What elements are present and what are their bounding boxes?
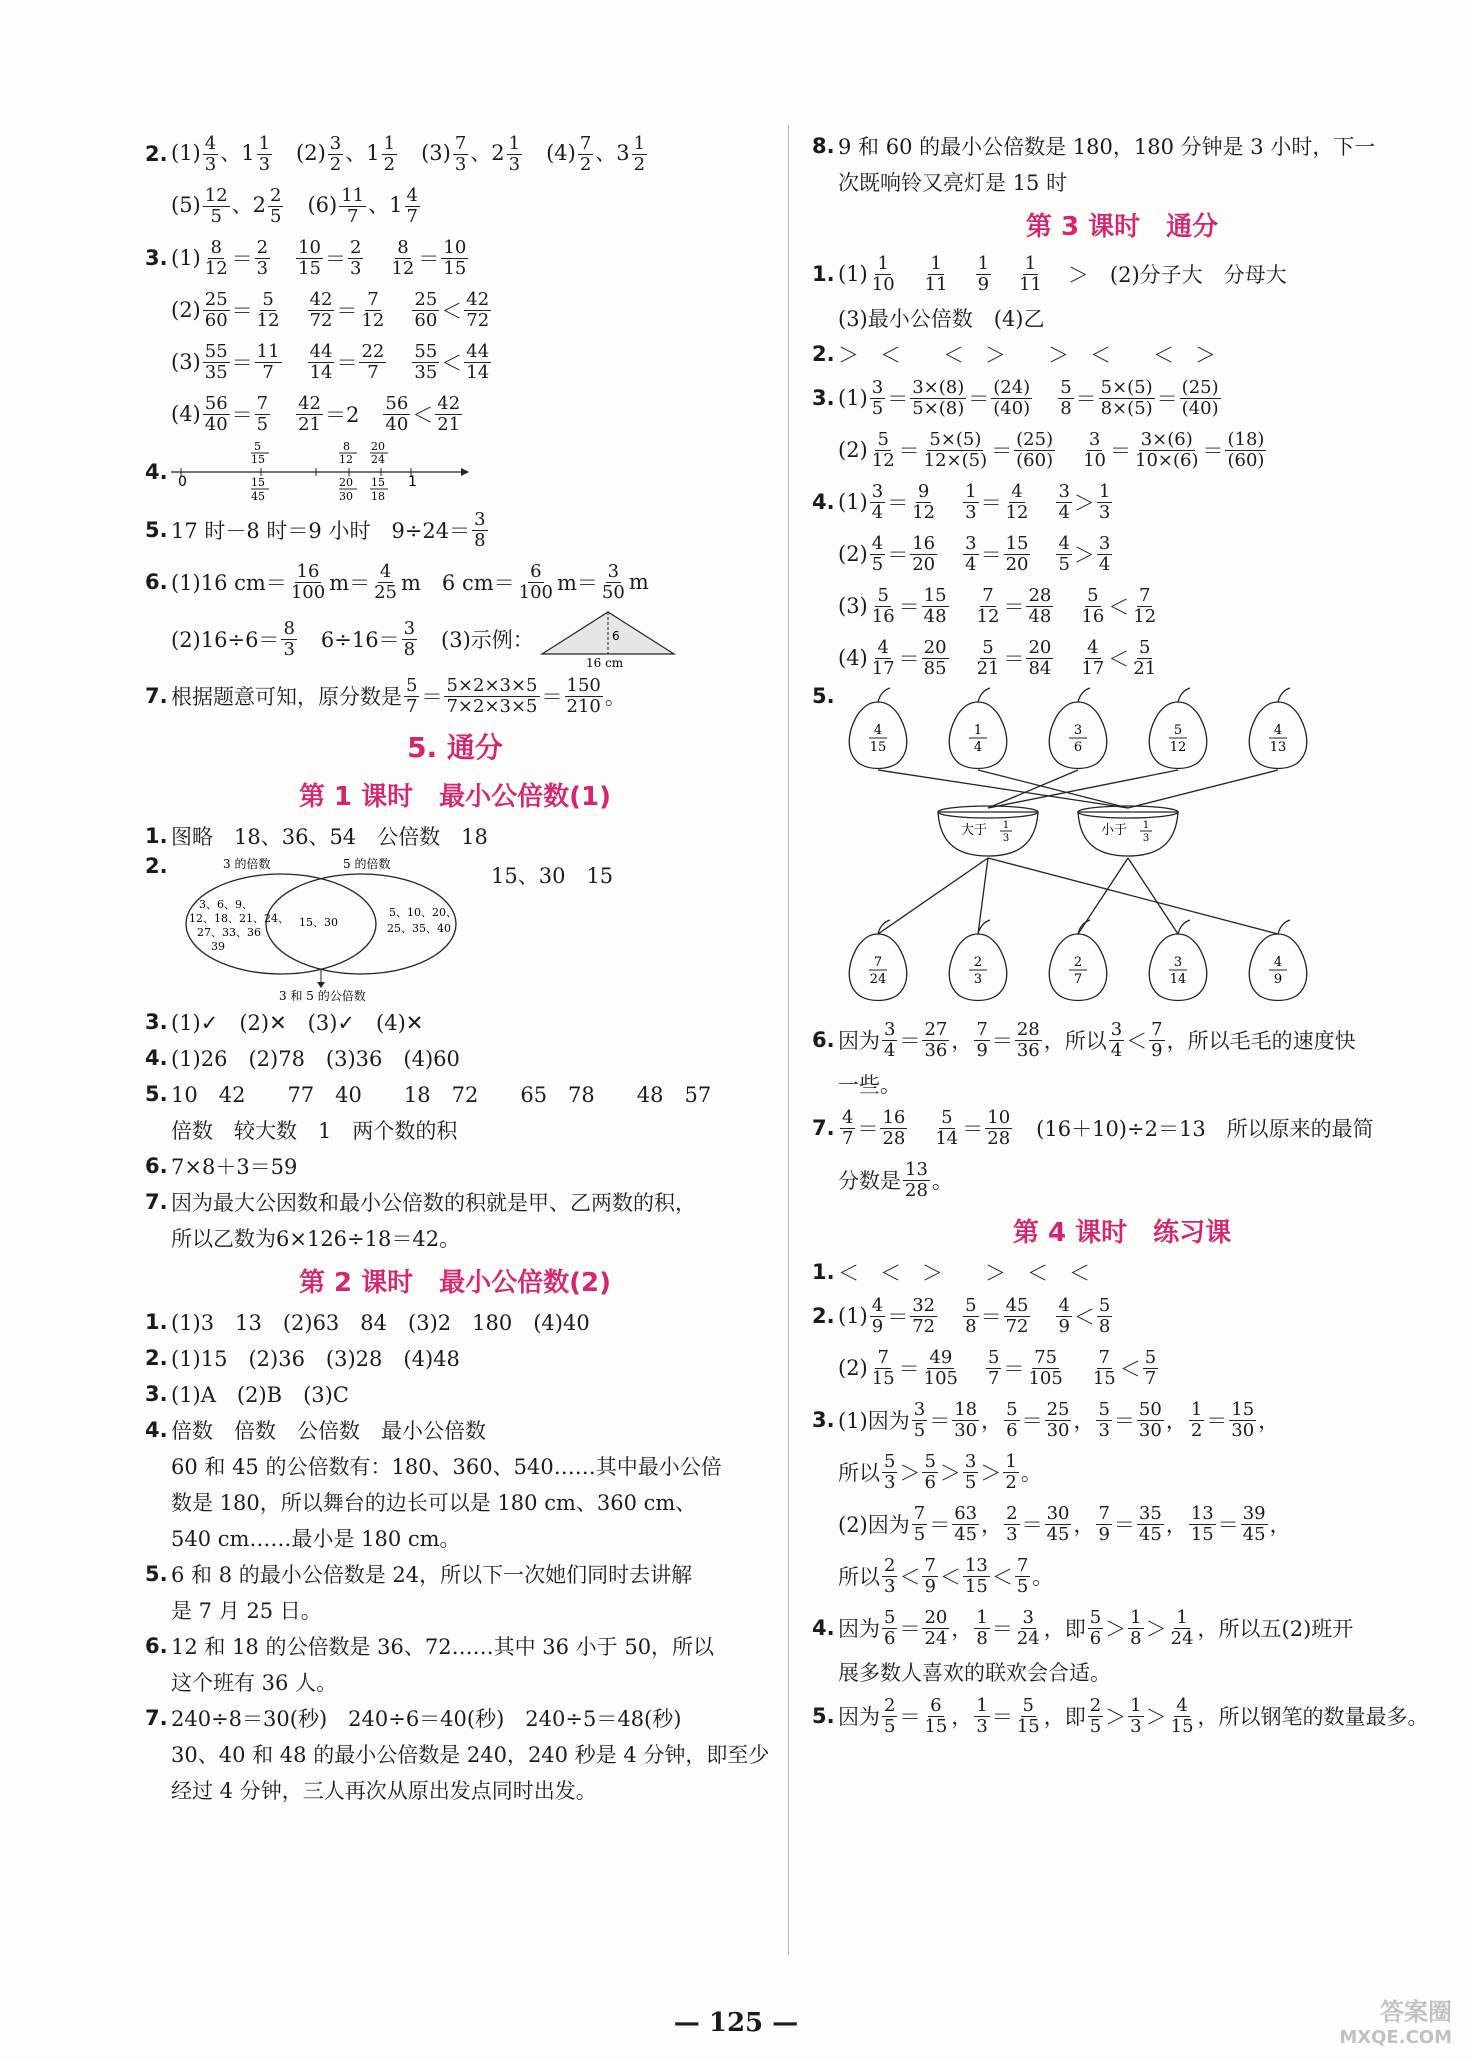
pear-bottom-label-den-5: 9 (1273, 972, 1283, 987)
pear-top-label-den-2: 4 (973, 740, 983, 755)
q4-line (145, 440, 765, 504)
q6-2b-text: 6÷16＝ (320, 628, 400, 652)
svg-text:24: 24 (371, 453, 385, 466)
pear-bottom-label-den-4: 14 (1169, 972, 1187, 987)
l3-q6: 6. 因为 $\frac{3}{4}$ ＝ $\frac{27}{36}$ ， $\frac{7}{9}$ ＝ $\frac{28}{36}$ ，所以 $\frac{3}{4}$ ＜ $\frac{7}{9}$ ，所以毛毛的速度快 (812, 1018, 1356, 1061)
svg-text:12: 12 (339, 453, 353, 466)
lesson4-title: 第 4 课时 练习课 (1012, 1217, 1232, 1248)
svg-text:1: 1 (1002, 820, 1010, 831)
q8a: 8. 9 和 60 的最小公倍数是 180，180 分钟是 3 小时，下一 (812, 134, 1376, 159)
lesson3-title: 第 3 课时 通分 (1025, 211, 1219, 242)
q6-text-2: m＝ (329, 571, 371, 595)
triangle-figure (534, 608, 684, 670)
pear-top-label-num-3: 3 (1073, 723, 1083, 738)
l1-q2-answer: 15、30 15 (491, 864, 614, 888)
watermark-site: MXQE.COM (1339, 2027, 1452, 2048)
l3-q7: 7. $\frac{4}{7}$ ＝ $\frac{16}{28}$ $\frac{5}{14}$ ＝ $\frac{10}{28}$ (16＋10)÷2＝13 所以原来的最简 (812, 1106, 1374, 1149)
q7-line: 7. 根据题意可知，原分数是 $\frac{5}{7}$ ＝ $\frac{5\times 2\times 3\times 5}{7\times 2\times 3\times 5}$ ＝ $\frac{150}{210}$ 。 (145, 674, 626, 717)
l4-q4: 4. 因为 $\frac{5}{6}$ ＝ $\frac{20}{24}$ ， $\frac{1}{8}$ ＝ $\frac{3}{24}$ ，即 $\frac{5}{6}$ ＞ $\frac{1}{8}$ ＞ $\frac{1}{24}$ ，所以五(2)班开 (812, 1606, 1354, 1649)
l2-q4c: 数是 180，所以舞台的边长可以是 180 cm、360 cm、 (171, 1491, 697, 1515)
venn-left-1: 3、6、9、 (199, 898, 253, 911)
pear-bottom-label-num-5: 4 (1273, 955, 1283, 970)
q2-part5: (5) $\frac{12}{5}$ 、2 $\frac{2}{5}$ (171, 184, 282, 227)
q5-label: 5. (145, 518, 168, 542)
right-column (812, 128, 1432, 1742)
venn-right-1: 5、10、20、 (389, 906, 457, 919)
l1-q6: 6. 7×8＋3＝59 (145, 1154, 298, 1179)
l4-q5: 5. 因为 $\frac{2}{5}$ ＝ $\frac{6}{15}$ ， $\frac{1}{3}$ ＝ $\frac{5}{15}$ ，即 $\frac{2}{5}$ ＞ $\frac{1}{3}$ ＞ $\frac{4}{15}$ ，所以钢笔的数量最多。 (812, 1694, 1429, 1737)
l3-q4-line4: (4) $\frac{4}{17}$ ＝ $\frac{20}{85}$ $\frac{5}{21}$ ＝ $\frac{20}{84}$ $\frac{4}{17}$ ＜ $\frac{5}{21}$ (838, 636, 1157, 679)
l1-q5a: 5. 10 42 77 40 18 72 65 78 48 57 (145, 1082, 712, 1107)
pear-bottom-label-den-1: 24 (869, 972, 887, 987)
q5-line: 5. 17 时－8 时＝9 小时 9÷24＝ $\frac{3}{8}$ (145, 508, 486, 551)
l1-q4: 4. (1)26 (2)78 (3)36 (4)60 (145, 1046, 460, 1071)
venn-left-title: 3 的倍数 (223, 857, 271, 871)
pear-top-label-den-4: 12 (1169, 740, 1187, 755)
pear-bottom-label-num-4: 3 (1173, 955, 1183, 970)
venn-left-4: 39 (211, 940, 225, 953)
svg-text:15: 15 (251, 476, 265, 489)
pear-top-label-num-1: 4 (873, 723, 883, 738)
numberline-one: 1 (408, 474, 417, 490)
watermark-label: 答案圈 (1380, 1998, 1452, 2026)
q3-line2: (2) $\frac{25}{60}$ ＝ $\frac{5}{12}$ $\frac{42}{72}$ ＝ $\frac{7}{12}$ $\frac{25}{60}$ ＜ $\frac{42}{72}$ (171, 288, 490, 331)
l2-q5b: 是 7 月 25 日。 (171, 1599, 322, 1623)
svg-text:3: 3 (1002, 833, 1010, 844)
q7-text: 根据题意可知，原分数是 (171, 685, 402, 709)
svg-text:30: 30 (339, 490, 353, 503)
lesson2-title: 第 2 课时 最小公倍数(2) (298, 1267, 612, 1298)
l1-q5b: 倍数 较大数 1 两个数的积 (171, 1119, 458, 1143)
q2-label: 2. (145, 142, 168, 166)
q3-line3: (3) $\frac{55}{35}$ ＝ $\frac{11}{7}$ $\frac{44}{14}$ ＝ $\frac{22}{7}$ $\frac{55}{35}$ ＜ $\frac{44}{14}$ (171, 340, 490, 383)
venn-right-title: 5 的倍数 (343, 857, 391, 871)
l3-q5: 5. 4 15 1 4 3 6 5 12 4 13 7 24 2 3 2 7 3 14 4 9 大于 1 3 小于 1 3 (812, 684, 1432, 1014)
l1-q3: 3. (1)✓ (2)✕ (3)✓ (4)✕ (145, 1010, 424, 1035)
numberline-zero: 0 (178, 474, 187, 490)
l2-q4a: 4. 倍数 倍数 公倍数 最小公倍数 (145, 1418, 486, 1443)
svg-text:1: 1 (1142, 820, 1150, 831)
l2-q6b: 这个班有 36 人。 (171, 1671, 338, 1695)
pear-bowl-figure (838, 684, 1398, 1014)
svg-text:15: 15 (371, 476, 385, 489)
pear-bottom-label-num-2: 2 (973, 955, 983, 970)
l4-q3-line1: 3. (1)因为 $\frac{3}{5}$ ＝ $\frac{18}{30}$ ， $\frac{5}{6}$ ＝ $\frac{25}{30}$ ， $\frac{5}{3}$ ＝ $\frac{50}{30}$ ， $\frac{1}{2}$ ＝ $\frac{15}{30}$ ， (812, 1398, 1280, 1441)
pear-top-label-num-2: 1 (973, 723, 983, 738)
bowl-right-label: 小于 (1100, 823, 1128, 838)
q7-label: 7. (145, 684, 168, 708)
l3-q7b: 分数是 $\frac{13}{28}$ 。 (838, 1158, 953, 1201)
l3-q4-line1: 4. (1) $\frac{3}{4}$ ＝ $\frac{9}{12}$ $\frac{1}{3}$ ＝ $\frac{4}{12}$ $\frac{3}{4}$ ＞ $\frac{1}{3}$ (812, 480, 1111, 523)
l3-q1b: (3)最小公倍数 (4)乙 (838, 307, 1045, 331)
pear-bottom-label-den-3: 7 (1073, 972, 1083, 987)
svg-text:15: 15 (251, 453, 265, 466)
l2-q2: 2. (1)15 (2)36 (3)28 (4)48 (145, 1346, 460, 1371)
lesson1-title: 第 1 课时 最小公倍数(1) (298, 781, 612, 812)
l4-q2-line2: (2) $\frac{7}{15}$ ＝ $\frac{49}{105}$ $\frac{5}{7}$ ＝ $\frac{75}{105}$ $\frac{7}{15}$ ＜ $\frac{5}{7}$ (838, 1346, 1157, 1389)
triangle-height: 6 (611, 629, 620, 643)
l3-q2: 2. ＞ ＜ ＜ ＞ ＞ ＜ ＜ ＞ (812, 342, 1216, 367)
nl-top-1-n: 5 (254, 440, 261, 453)
q6-text-4: m＝ (557, 571, 598, 595)
number-line (171, 440, 471, 504)
q2-part3: (3) $\frac{7}{3}$ 、2 $\frac{1}{3}$ (421, 132, 521, 175)
q6-3-text: (3)示例： (441, 628, 534, 652)
venn-diagram (171, 854, 471, 1004)
pear-top-label-den-1: 15 (869, 740, 887, 755)
l1-q7b: 所以乙数为6×126÷18＝42。 (171, 1227, 461, 1251)
svg-text:18: 18 (371, 490, 385, 503)
pear-bottom-label-den-2: 3 (973, 972, 983, 987)
venn-center: 15、30 (299, 916, 338, 929)
page-number-text: 125 (708, 2008, 764, 2038)
svg-text:20: 20 (371, 440, 385, 453)
q6-line1: 6. (1)16 cm＝ $\frac{16}{100}$ m＝ $\frac{4}{25}$ m 6 cm＝ $\frac{6}{100}$ m＝ $\frac{3}{50}$ m (145, 560, 649, 603)
l2-q6a: 6. 12 和 18 的公倍数是 36、72……其中 36 小于 50，所以 (145, 1634, 715, 1659)
l2-q7a: 7. 240÷8＝30(秒) 240÷6＝40(秒) 240÷5＝48(秒) (145, 1706, 682, 1731)
q2-part6: (6) $\frac{11}{7}$ 、1 $\frac{4}{7}$ (307, 184, 418, 227)
q3-line1: 3. (1) $\frac{8}{12}$ ＝ $\frac{2}{3}$ $\frac{10}{15}$ ＝ $\frac{2}{3}$ $\frac{8}{12}$ ＝ $\frac{10}{15}$ (145, 236, 467, 279)
l4-q2-line1: 2. (1) $\frac{4}{9}$ ＝ $\frac{32}{72}$ $\frac{5}{8}$ ＝ $\frac{45}{72}$ $\frac{4}{9}$ ＜ $\frac{5}{8}$ (812, 1294, 1111, 1337)
l4-q3-line4: 所以 $\frac{2}{3}$ ＜ $\frac{7}{9}$ ＜ $\frac{13}{15}$ ＜ $\frac{7}{5}$ 。 (838, 1554, 1054, 1597)
l2-q1: 1. (1)3 13 (2)63 84 (3)2 180 (4)40 (145, 1310, 590, 1335)
svg-text:20: 20 (339, 476, 353, 489)
l2-q5a: 5. 6 和 8 的最小公倍数是 24，所以下一次她们同时去讲解 (145, 1562, 693, 1587)
pear-bottom-label-num-3: 2 (1073, 955, 1083, 970)
q6-text-3: m 6 cm＝ (401, 571, 515, 595)
pear-top-label-den-3: 6 (1073, 740, 1083, 755)
l2-q7c: 经过 4 分钟，三人再次从原出发点同时出发。 (171, 1779, 597, 1803)
page-number: — 125 — (673, 2008, 799, 2038)
l1-q7a: 7. 因为最大公因数和最小公倍数的积就是甲、乙两数的积， (145, 1190, 696, 1215)
l3-q3-line1: 3. (1) $\frac{3}{5}$ ＝ $\frac{3\times(8)}{5\times(8)}$ ＝ $\frac{(24)}{(40)}$ $\frac{5}{8}$ ＝ $\frac{5\times(5)}{8\times(5)}$ ＝ $\frac{(25)}{(40)}$ (812, 376, 1219, 419)
pear-top-label-num-5: 4 (1273, 723, 1283, 738)
q6-label: 6. (145, 570, 168, 594)
venn-bottom: 3 和 5 的公倍数 (279, 989, 366, 1003)
q3-line4: (4) $\frac{56}{40}$ ＝ $\frac{7}{5}$ $\frac{42}{21}$ ＝2 $\frac{56}{40}$ ＜ $\frac{42}{21}$ (171, 392, 461, 435)
pear-top-label-num-4: 5 (1173, 723, 1183, 738)
l3-q4-line3: (3) $\frac{5}{16}$ ＝ $\frac{15}{48}$ $\frac{7}{12}$ ＝ $\frac{28}{48}$ $\frac{5}{16}$ ＜ $\frac{7}{12}$ (838, 584, 1157, 627)
q6-text-5: m (628, 570, 649, 594)
l4-q1: 1. ＜ ＜ ＞ ＞ ＜ ＜ (812, 1260, 1090, 1285)
q2-part4: (4) $\frac{7}{2}$ 、3 $\frac{1}{2}$ (546, 132, 646, 175)
l3-q3-line2: (2) $\frac{5}{12}$ ＝ $\frac{5\times(5)}{12\times(5)}$ ＝ $\frac{(25)}{(60)}$ $\frac{3}{10}$ ＝ $\frac{3\times(6)}{10\times(6)}$ ＝ $\frac{(18)}{(60)}$ (838, 428, 1265, 471)
left-column (145, 128, 770, 1808)
q6-2-text: (2)16÷6＝ (171, 628, 280, 652)
q2-line2 (145, 180, 765, 232)
l2-q7b: 30、40 和 48 的最小公倍数是 240，240 秒是 4 分钟，即至少 (171, 1743, 770, 1767)
l4-q3-line2: 所以 $\frac{5}{3}$ ＞ $\frac{5}{6}$ ＞ $\frac{3}{5}$ ＞ $\frac{1}{2}$ 。 (838, 1450, 1042, 1493)
q6-line2: (2)16÷6＝ $\frac{8}{3}$ 6÷16＝ $\frac{3}{8}$ (3)示例： 6 16 cm (145, 608, 765, 670)
l3-q1: 1. (1) $\frac{1}{10}$ $\frac{1}{11}$ $\frac{1}{9}$ $\frac{1}{11}$ ＞ (2)分子大 分母大 (812, 252, 1287, 295)
triangle-base: 16 cm (585, 656, 623, 670)
l2-q4b: 60 和 45 的公倍数有：180、360、540……其中最小公倍 (171, 1455, 722, 1479)
pear-bottom-label-num-1: 7 (873, 955, 883, 970)
q5-text: 17 时－8 时＝9 小时 9÷24＝ (171, 519, 471, 543)
l1-q1: 1. 图略 18、36、54 公倍数 18 (145, 824, 488, 849)
l4-q3-line3: (2)因为 $\frac{7}{5}$ ＝ $\frac{63}{45}$ ， $\frac{2}{3}$ ＝ $\frac{30}{45}$ ， $\frac{7}{9}$ ＝ $\frac{35}{45}$ ， $\frac{13}{15}$ ＝ $\frac{39}{45}$ ， (838, 1502, 1291, 1545)
q2-part2: (2) $\frac{3}{2}$ 、1 $\frac{1}{2}$ (296, 132, 396, 175)
q3-label: 3. (145, 246, 168, 270)
l2-q4d: 540 cm……最小是 180 cm。 (171, 1527, 461, 1551)
l2-q3: 3. (1)A (2)B (3)C (145, 1382, 349, 1407)
svg-text:3: 3 (1142, 833, 1150, 844)
q4-label: 4. (145, 460, 168, 484)
q2-part1: (1) $\frac{4}{3}$ 、1 $\frac{1}{3}$ (171, 132, 271, 175)
watermark (1252, 1992, 1452, 2050)
l1-q2: 2. 3 的倍数 5 的倍数 3、6、9、 12、18、21、24、 27、33、36 39 15、30 5、10、20、 25、35、40 3 和 5 的公倍数 15、30 15 (145, 854, 614, 1003)
column-divider (788, 125, 789, 1955)
venn-left-2: 12、18、21、24、 (189, 912, 289, 925)
q6-text-1: (1)16 cm＝ (171, 571, 287, 595)
svg-text:8: 8 (343, 440, 350, 453)
section-title: 5. 通分 (407, 731, 503, 764)
venn-left-3: 27、33、36 (197, 926, 261, 939)
q8b: 次既响铃又亮灯是 15 时 (838, 171, 1068, 195)
svg-text:45: 45 (251, 490, 265, 503)
l4-q4b: 展多数人喜欢的联欢会合适。 (838, 1661, 1111, 1685)
venn-right-2: 25、35、40 (387, 922, 451, 935)
q2-line1 (145, 128, 765, 180)
pear-top-label-den-5: 13 (1269, 740, 1287, 755)
bowl-left-label: 大于 (960, 823, 988, 838)
l3-q6b: 一些。 (838, 1073, 901, 1097)
l3-q4-line2: (2) $\frac{4}{5}$ ＝ $\frac{16}{20}$ $\frac{3}{4}$ ＝ $\frac{15}{20}$ $\frac{4}{5}$ ＞ $\frac{3}{4}$ (838, 532, 1111, 575)
